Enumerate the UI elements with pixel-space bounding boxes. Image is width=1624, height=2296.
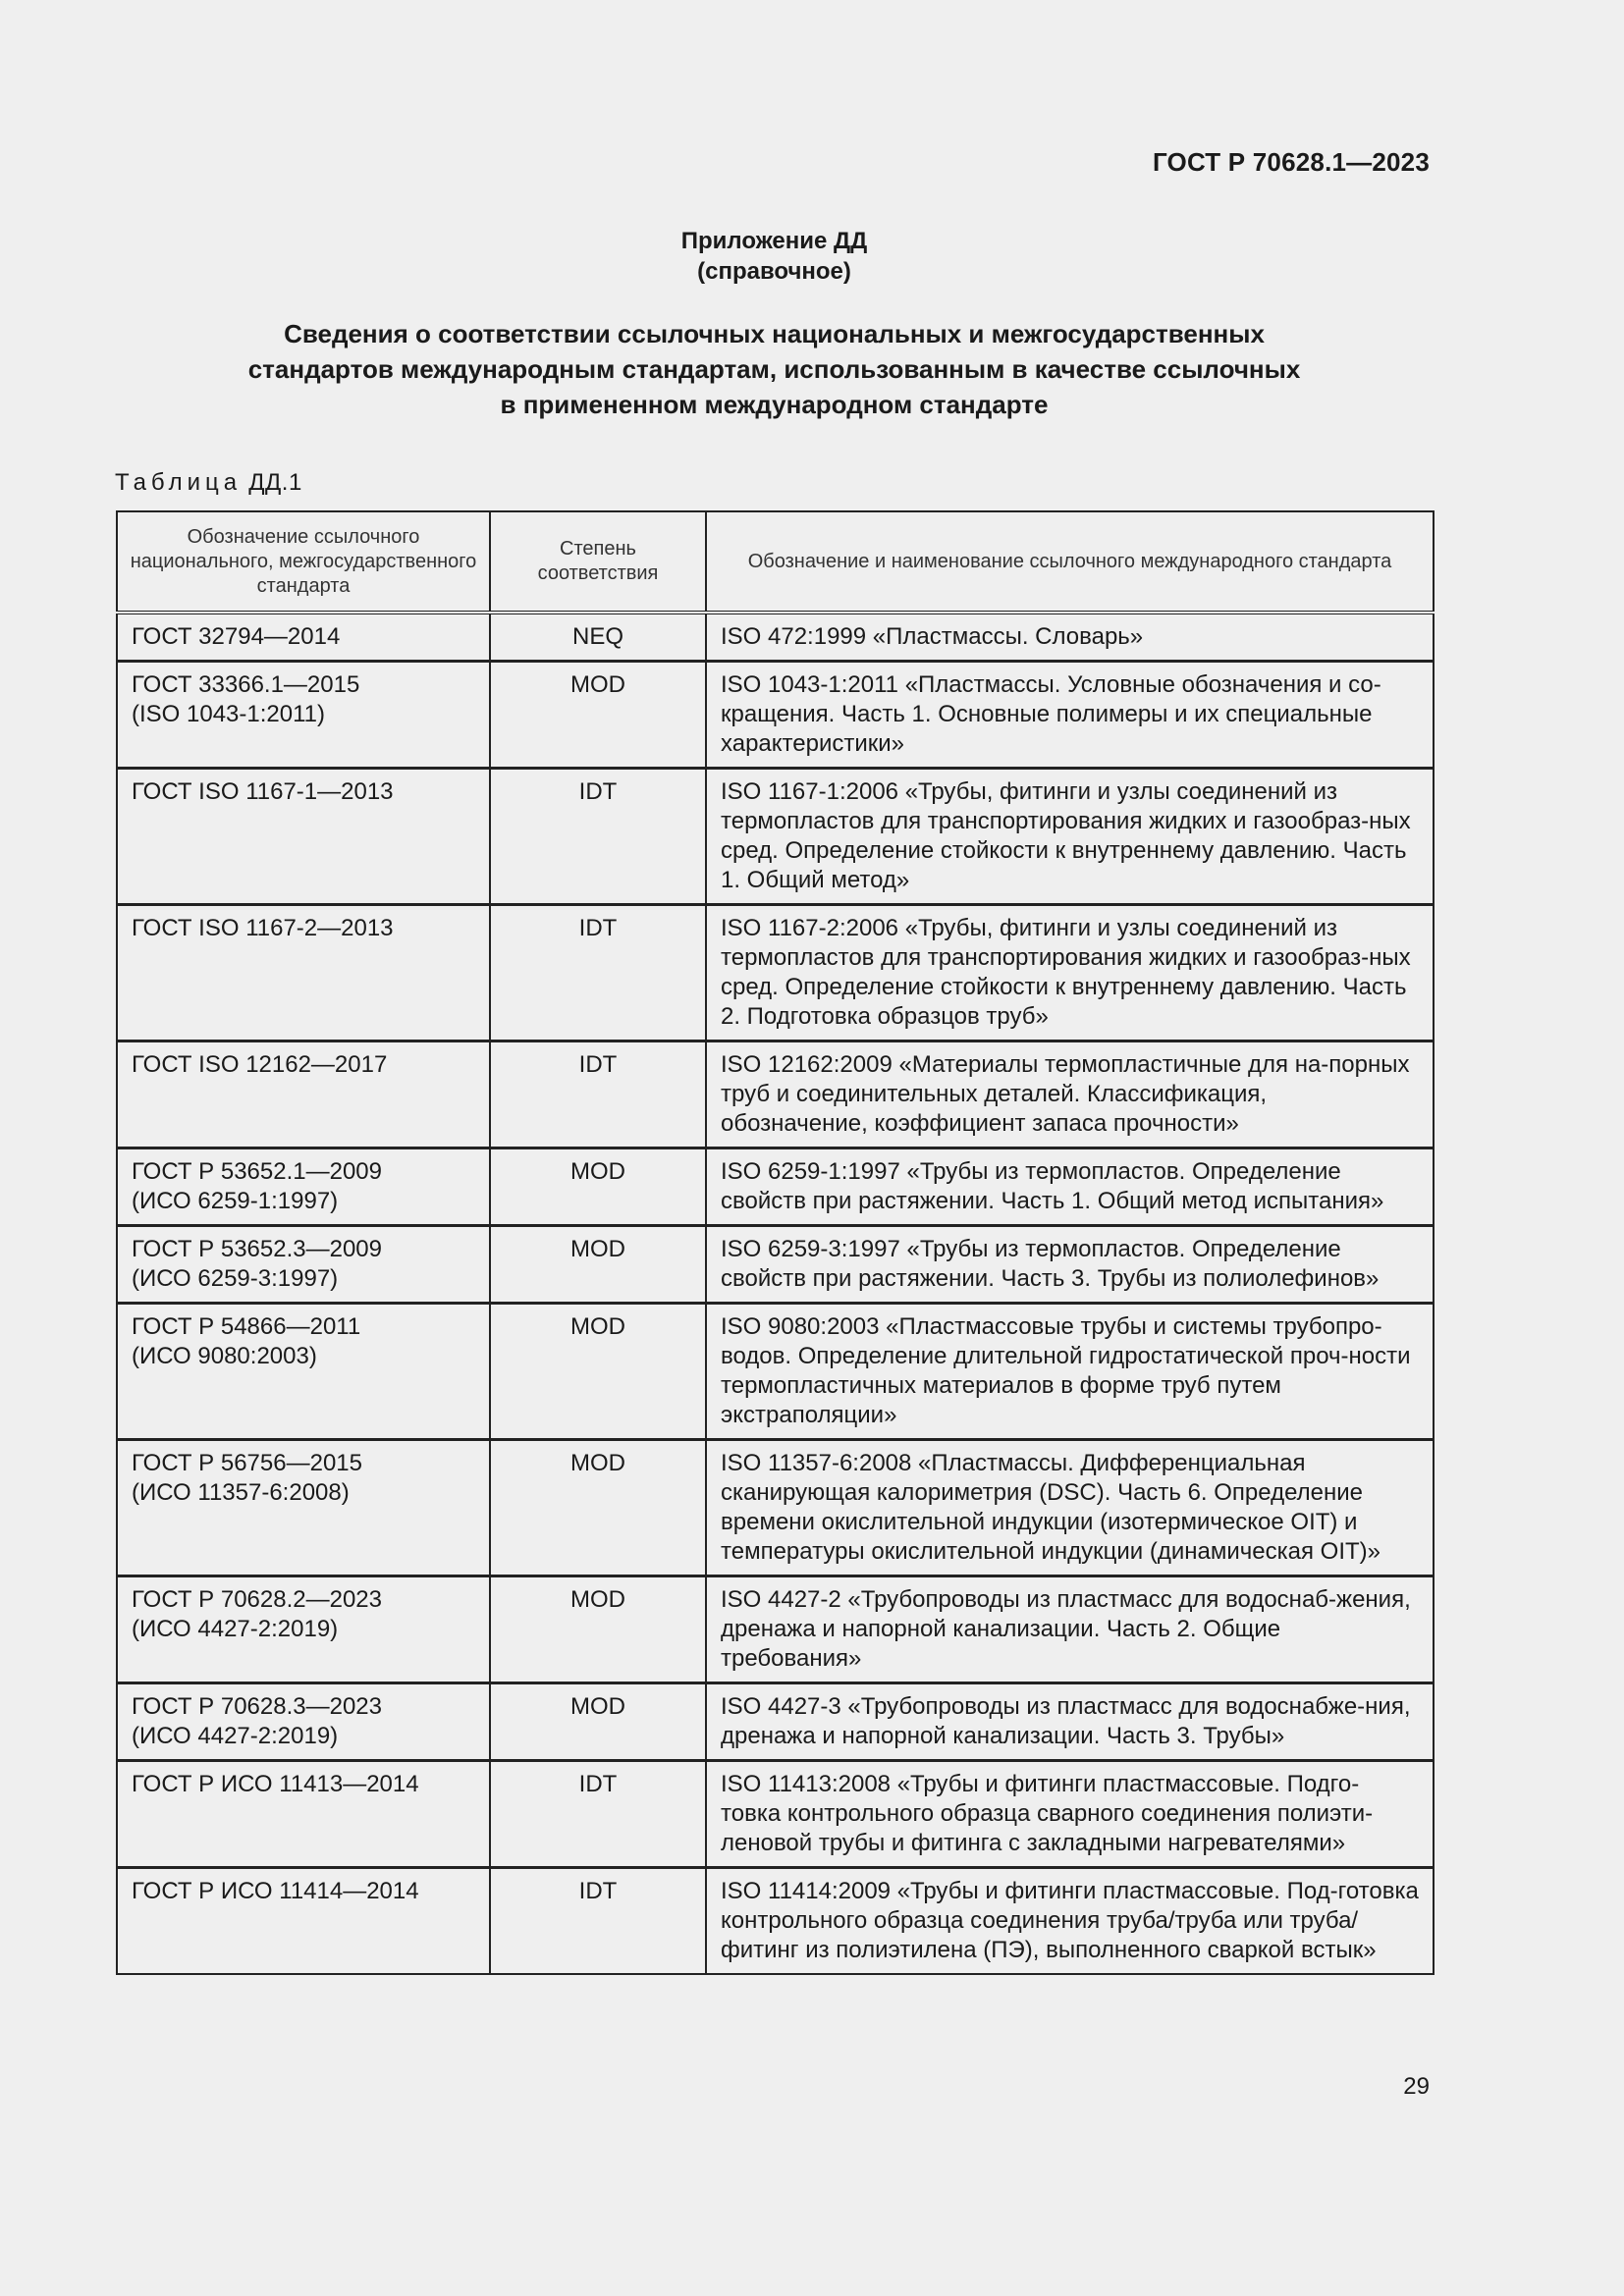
heading-line-2: стандартов международным стандартам, использованным в качестве ссылочных [247, 354, 1301, 384]
table-row [117, 769, 1434, 905]
international-standard-cell: ISO 1043-1:2011 «Пластмассы. Условные обозначения и со-кращения. Часть 1. Основные полимеры и их специальные характеристики» [706, 662, 1434, 769]
table-row [117, 1761, 1434, 1868]
national-standard-designation: ГОСТ Р 70628.3—2023 [132, 1693, 382, 1720]
national-standard-cell [117, 1148, 490, 1226]
heading-line-3: в примененном международном стандарте [500, 390, 1049, 419]
header-national-standard: Обозначение ссылочного национального, межгосударственного стандарта [117, 511, 490, 613]
national-standard-designation: ГОСТ ISO 1167-2—2013 [132, 915, 394, 941]
page-number: 29 [1403, 2073, 1430, 2100]
document-number: ГОСТ Р 70628.1—2023 [1152, 147, 1430, 177]
national-standard-designation: ГОСТ Р 53652.1—2009 [132, 1158, 382, 1185]
national-standard-designation: ГОСТ Р ИСО 11414—2014 [132, 1878, 419, 1904]
table-header-row [117, 511, 1434, 613]
degree-cell: MOD [490, 1304, 706, 1440]
national-standard-cell [117, 1868, 490, 1975]
degree-cell: MOD [490, 1148, 706, 1226]
standards-table [116, 510, 1435, 1975]
degree-cell: IDT [490, 905, 706, 1041]
table-caption-id: ДД.1 [248, 469, 302, 496]
national-standard-cell [117, 1041, 490, 1148]
degree-cell: MOD [490, 1226, 706, 1304]
international-standard-cell: ISO 12162:2009 «Материалы термопластичные для на-порных труб и соединительных деталей. Классификация, обозначение, коэффициент запаса прочности» [706, 1041, 1434, 1148]
table-caption [115, 469, 302, 497]
national-standard-cell [117, 1576, 490, 1683]
table-caption-word: Таблица [115, 469, 243, 496]
national-standard-designation: (ИСО 6259-3:1997) [132, 1265, 339, 1292]
international-standard-cell: ISO 11357-6:2008 «Пластмассы. Дифференциальная сканирующая калориметрия (DSC). Часть 6. Определение времени окислительной индукции (изотермическое OIT) и температуры окислительной индукции (динамическая OIT)» [706, 1440, 1434, 1576]
international-standard-cell: ISO 9080:2003 «Пластмассовые трубы и системы трубопро-водов. Определение длительной гидростатической проч-ности термопластичных материалов в форме труб путем экстраполяции» [706, 1304, 1434, 1440]
table-row [117, 1683, 1434, 1761]
national-standard-cell [117, 905, 490, 1041]
national-standard-designation: ГОСТ 32794—2014 [132, 623, 341, 650]
national-standard-designation: ГОСТ ISO 1167-1—2013 [132, 778, 394, 805]
table-row [117, 1304, 1434, 1440]
national-standard-cell [117, 613, 490, 662]
header-degree: Степень соответствия [490, 511, 706, 613]
table-row [117, 1226, 1434, 1304]
table-row [117, 1440, 1434, 1576]
national-standard-designation: ГОСТ ISO 12162—2017 [132, 1051, 388, 1078]
national-standard-designation: (ISO 1043-1:2011) [132, 701, 326, 727]
national-standard-designation: (ИСО 11357-6:2008) [132, 1479, 350, 1506]
national-standard-designation: ГОСТ Р 53652.3—2009 [132, 1236, 382, 1262]
international-standard-cell: ISO 4427-3 «Трубопроводы из пластмасс для водоснабже-ния, дренажа и напорной канализации. Часть 3. Трубы» [706, 1683, 1434, 1761]
appendix-title-block [0, 226, 1548, 287]
header-international-standard: Обозначение и наименование ссылочного международного стандарта [706, 511, 1434, 613]
international-standard-cell: ISO 11413:2008 «Трубы и фитинги пластмассовые. Подго-товка контрольного образца сварного соединения полиэти-леновой трубы и фитинга с закладными нагревателями» [706, 1761, 1434, 1868]
degree-cell: IDT [490, 1868, 706, 1975]
table-row [117, 613, 1434, 662]
international-standard-cell: ISO 1167-1:2006 «Трубы, фитинги и узлы соединений из термопластов для транспортирования жидких и газообраз-ных сред. Определение стойкости к внутреннему давлению. Часть 1. Общий метод» [706, 769, 1434, 905]
national-standard-designation: (ИСО 4427-2:2019) [132, 1616, 339, 1642]
table-row [117, 905, 1434, 1041]
national-standard-designation: ГОСТ Р 70628.2—2023 [132, 1586, 382, 1613]
national-standard-cell [117, 769, 490, 905]
national-standard-designation: ГОСТ Р 54866—2011 [132, 1313, 361, 1340]
international-standard-cell: ISO 1167-2:2006 «Трубы, фитинги и узлы соединений из термопластов для транспортирования жидких и газообраз-ных сред. Определение стойкости к внутреннему давлению. Часть 2. Подготовка образцов труб» [706, 905, 1434, 1041]
national-standard-designation: ГОСТ Р ИСО 11413—2014 [132, 1771, 419, 1797]
heading-line-1: Сведения о соответствии ссылочных национальных и межгосударственных [284, 319, 1265, 348]
table-row [117, 1148, 1434, 1226]
degree-cell: NEQ [490, 613, 706, 662]
national-standard-designation: ГОСТ 33366.1—2015 [132, 671, 360, 698]
national-standard-cell [117, 1683, 490, 1761]
national-standard-designation: (ИСО 4427-2:2019) [132, 1723, 339, 1749]
section-heading [0, 316, 1548, 422]
international-standard-cell: ISO 6259-1:1997 «Трубы из термопластов. Определение свойств при растяжении. Часть 1. Общий метод испытания» [706, 1148, 1434, 1226]
international-standard-cell: ISO 6259-3:1997 «Трубы из термопластов. Определение свойств при растяжении. Часть 3. Трубы из полиолефинов» [706, 1226, 1434, 1304]
table-row [117, 1576, 1434, 1683]
international-standard-cell: ISO 11414:2009 «Трубы и фитинги пластмассовые. Под-готовка контрольного образца соединения труба/труба или труба/фитинг из полиэтилена (ПЭ), выполненного сваркой встык» [706, 1868, 1434, 1975]
appendix-subtitle: (справочное) [697, 258, 851, 285]
degree-cell: MOD [490, 662, 706, 769]
national-standard-cell [117, 1226, 490, 1304]
degree-cell: IDT [490, 1761, 706, 1868]
appendix-title: Приложение ДД [680, 228, 868, 254]
table-row [117, 1868, 1434, 1975]
international-standard-cell: ISO 472:1999 «Пластмассы. Словарь» [706, 613, 1434, 662]
degree-cell: IDT [490, 1041, 706, 1148]
international-standard-cell: ISO 4427-2 «Трубопроводы из пластмасс для водоснаб-жения, дренажа и напорной канализации. Часть 2. Общие требования» [706, 1576, 1434, 1683]
national-standard-cell [117, 1440, 490, 1576]
national-standard-designation: (ИСО 6259-1:1997) [132, 1188, 339, 1214]
national-standard-designation: (ИСО 9080:2003) [132, 1343, 317, 1369]
degree-cell: IDT [490, 769, 706, 905]
national-standard-cell [117, 662, 490, 769]
degree-cell: MOD [490, 1576, 706, 1683]
national-standard-cell [117, 1304, 490, 1440]
table-row [117, 662, 1434, 769]
national-standard-cell [117, 1761, 490, 1868]
degree-cell: MOD [490, 1683, 706, 1761]
table-row [117, 1041, 1434, 1148]
degree-cell: MOD [490, 1440, 706, 1576]
national-standard-designation: ГОСТ Р 56756—2015 [132, 1450, 362, 1476]
